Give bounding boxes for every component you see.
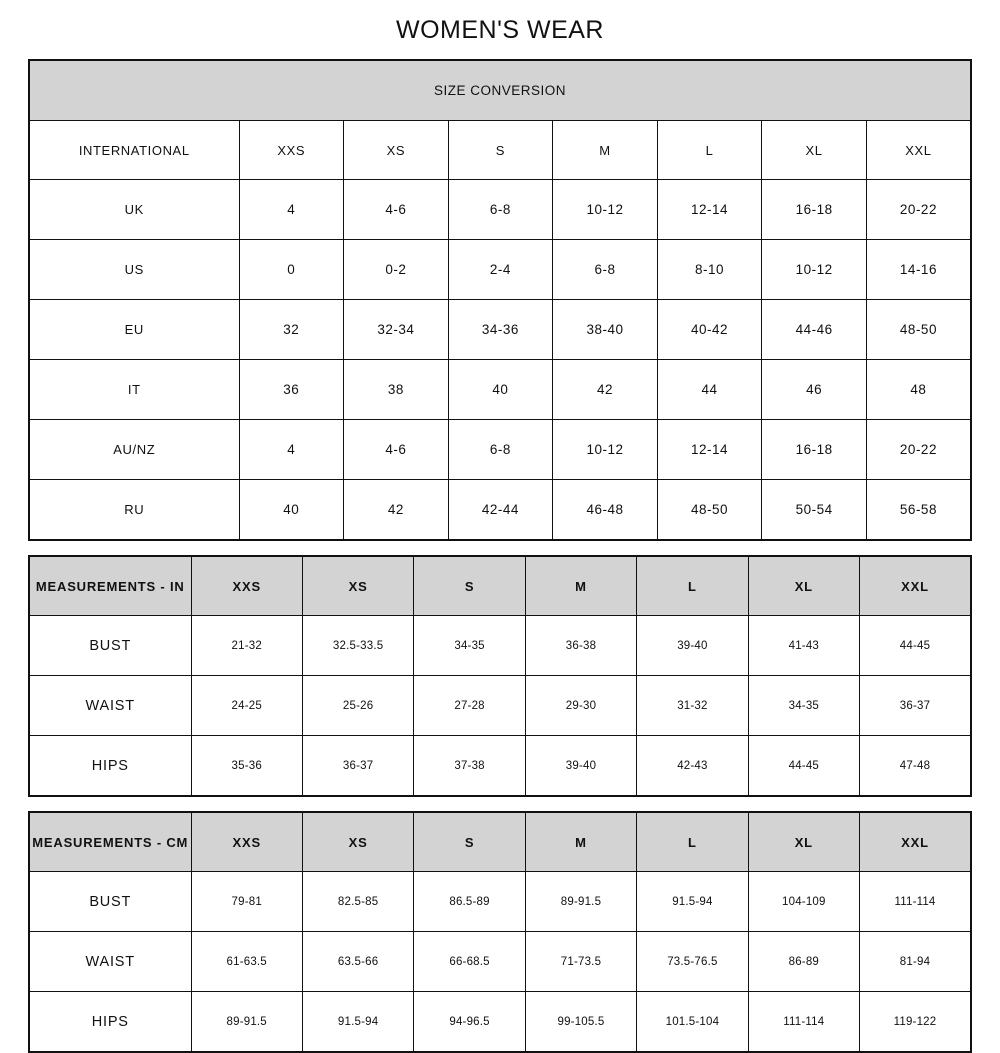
table-row — [29, 676, 971, 736]
cell: 94-96.5 — [414, 992, 525, 1053]
cell: 10-12 — [553, 420, 658, 480]
row-label-hips: HIPS — [29, 736, 191, 797]
cell: 44-45 — [860, 616, 971, 676]
column-header-m: M — [553, 121, 658, 180]
column-header-xs: XS — [344, 121, 449, 180]
size-conversion-banner: SIZE CONVERSION — [29, 60, 971, 121]
column-header-xl: XL — [748, 556, 859, 616]
column-header-xl: XL — [748, 812, 859, 872]
cell: 37-38 — [414, 736, 525, 797]
cell: 86-89 — [748, 932, 859, 992]
row-label-ru: RU — [29, 480, 239, 541]
column-header-xxl: XXL — [860, 812, 971, 872]
cell: 86.5-89 — [414, 872, 525, 932]
row-label-it: IT — [29, 360, 239, 420]
table-row — [29, 360, 971, 420]
cell: 36-38 — [525, 616, 636, 676]
cell: 48-50 — [657, 480, 762, 541]
cell: 4 — [239, 420, 344, 480]
cell: 36 — [239, 360, 344, 420]
table-row — [29, 736, 971, 797]
table-row — [29, 480, 971, 541]
column-header-xxs: XXS — [239, 121, 344, 180]
cell: 91.5-94 — [637, 872, 748, 932]
cell: 4-6 — [344, 180, 449, 240]
cell: 47-48 — [860, 736, 971, 797]
cell: 6-8 — [553, 240, 658, 300]
cell: 39-40 — [637, 616, 748, 676]
column-header-l: L — [637, 812, 748, 872]
column-header-m: M — [525, 812, 636, 872]
cell: 41-43 — [748, 616, 859, 676]
cell: 16-18 — [762, 180, 867, 240]
cell: 34-36 — [448, 300, 553, 360]
cell: 63.5-66 — [302, 932, 413, 992]
cell: 40 — [239, 480, 344, 541]
cell: 89-91.5 — [191, 992, 302, 1053]
cell: 34-35 — [748, 676, 859, 736]
cell: 36-37 — [860, 676, 971, 736]
cell: 6-8 — [448, 180, 553, 240]
table-row — [29, 240, 971, 300]
cell: 6-8 — [448, 420, 553, 480]
cell: 66-68.5 — [414, 932, 525, 992]
table-header-row — [29, 812, 971, 872]
cell: 48-50 — [866, 300, 971, 360]
measurements-inches-table — [28, 555, 972, 797]
cell: 89-91.5 — [525, 872, 636, 932]
column-header-measurements-cm: MEASUREMENTS - CM — [29, 812, 191, 872]
cell: 56-58 — [866, 480, 971, 541]
cell: 38-40 — [553, 300, 658, 360]
table-row — [29, 872, 971, 932]
column-header-s: S — [448, 121, 553, 180]
table-row — [29, 992, 971, 1053]
cell: 42 — [344, 480, 449, 541]
cell: 79-81 — [191, 872, 302, 932]
cell: 111-114 — [860, 872, 971, 932]
table-row — [29, 616, 971, 676]
cell: 46-48 — [553, 480, 658, 541]
cell: 25-26 — [302, 676, 413, 736]
column-header-m: M — [525, 556, 636, 616]
cell: 0-2 — [344, 240, 449, 300]
cell: 4-6 — [344, 420, 449, 480]
column-header-xxs: XXS — [191, 556, 302, 616]
cell: 20-22 — [866, 180, 971, 240]
row-label-hips: HIPS — [29, 992, 191, 1053]
cell: 32-34 — [344, 300, 449, 360]
cell: 61-63.5 — [191, 932, 302, 992]
cell: 24-25 — [191, 676, 302, 736]
cell: 0 — [239, 240, 344, 300]
cell: 42 — [553, 360, 658, 420]
cell: 42-43 — [637, 736, 748, 797]
cell: 29-30 — [525, 676, 636, 736]
cell: 44-45 — [748, 736, 859, 797]
column-header-xs: XS — [302, 556, 413, 616]
row-label-uk: UK — [29, 180, 239, 240]
cell: 2-4 — [448, 240, 553, 300]
cell: 104-109 — [748, 872, 859, 932]
row-label-aunz: AU/NZ — [29, 420, 239, 480]
table-header-row — [29, 556, 971, 616]
column-header-xs: XS — [302, 812, 413, 872]
table-row — [29, 180, 971, 240]
row-label-bust: BUST — [29, 872, 191, 932]
cell: 34-35 — [414, 616, 525, 676]
cell: 46 — [762, 360, 867, 420]
cell: 10-12 — [553, 180, 658, 240]
column-header-xxs: XXS — [191, 812, 302, 872]
column-header-xxl: XXL — [860, 556, 971, 616]
cell: 119-122 — [860, 992, 971, 1053]
page-title: WOMEN'S WEAR — [396, 16, 604, 44]
cell: 12-14 — [657, 180, 762, 240]
cell: 101.5-104 — [637, 992, 748, 1053]
cell: 48 — [866, 360, 971, 420]
table-banner-row — [29, 60, 971, 121]
cell: 38 — [344, 360, 449, 420]
cell: 31-32 — [637, 676, 748, 736]
column-header-international: INTERNATIONAL — [29, 121, 239, 180]
table-row — [29, 420, 971, 480]
cell: 99-105.5 — [525, 992, 636, 1053]
cell: 10-12 — [762, 240, 867, 300]
table-row — [29, 932, 971, 992]
column-header-s: S — [414, 812, 525, 872]
cell: 8-10 — [657, 240, 762, 300]
cell: 40 — [448, 360, 553, 420]
row-label-waist: WAIST — [29, 676, 191, 736]
cell: 4 — [239, 180, 344, 240]
cell: 32 — [239, 300, 344, 360]
column-header-s: S — [414, 556, 525, 616]
cell: 36-37 — [302, 736, 413, 797]
column-header-l: L — [657, 121, 762, 180]
cell: 32.5-33.5 — [302, 616, 413, 676]
cell: 35-36 — [191, 736, 302, 797]
row-label-waist: WAIST — [29, 932, 191, 992]
cell: 14-16 — [866, 240, 971, 300]
cell: 50-54 — [762, 480, 867, 541]
column-header-xxl: XXL — [866, 121, 971, 180]
size-conversion-table — [28, 59, 972, 541]
cell: 73.5-76.5 — [637, 932, 748, 992]
cell: 12-14 — [657, 420, 762, 480]
row-label-bust: BUST — [29, 616, 191, 676]
cell: 44-46 — [762, 300, 867, 360]
cell: 16-18 — [762, 420, 867, 480]
cell: 44 — [657, 360, 762, 420]
measurements-centimetres-table — [28, 811, 972, 1053]
cell: 21-32 — [191, 616, 302, 676]
cell: 71-73.5 — [525, 932, 636, 992]
cell: 82.5-85 — [302, 872, 413, 932]
cell: 111-114 — [748, 992, 859, 1053]
table-header-row — [29, 121, 971, 180]
row-label-us: US — [29, 240, 239, 300]
cell: 42-44 — [448, 480, 553, 541]
column-header-l: L — [637, 556, 748, 616]
column-header-xl: XL — [762, 121, 867, 180]
cell: 81-94 — [860, 932, 971, 992]
column-header-measurements-in: MEASUREMENTS - IN — [29, 556, 191, 616]
cell: 39-40 — [525, 736, 636, 797]
row-label-eu: EU — [29, 300, 239, 360]
cell: 20-22 — [866, 420, 971, 480]
table-row — [29, 300, 971, 360]
cell: 40-42 — [657, 300, 762, 360]
cell: 27-28 — [414, 676, 525, 736]
cell: 91.5-94 — [302, 992, 413, 1053]
